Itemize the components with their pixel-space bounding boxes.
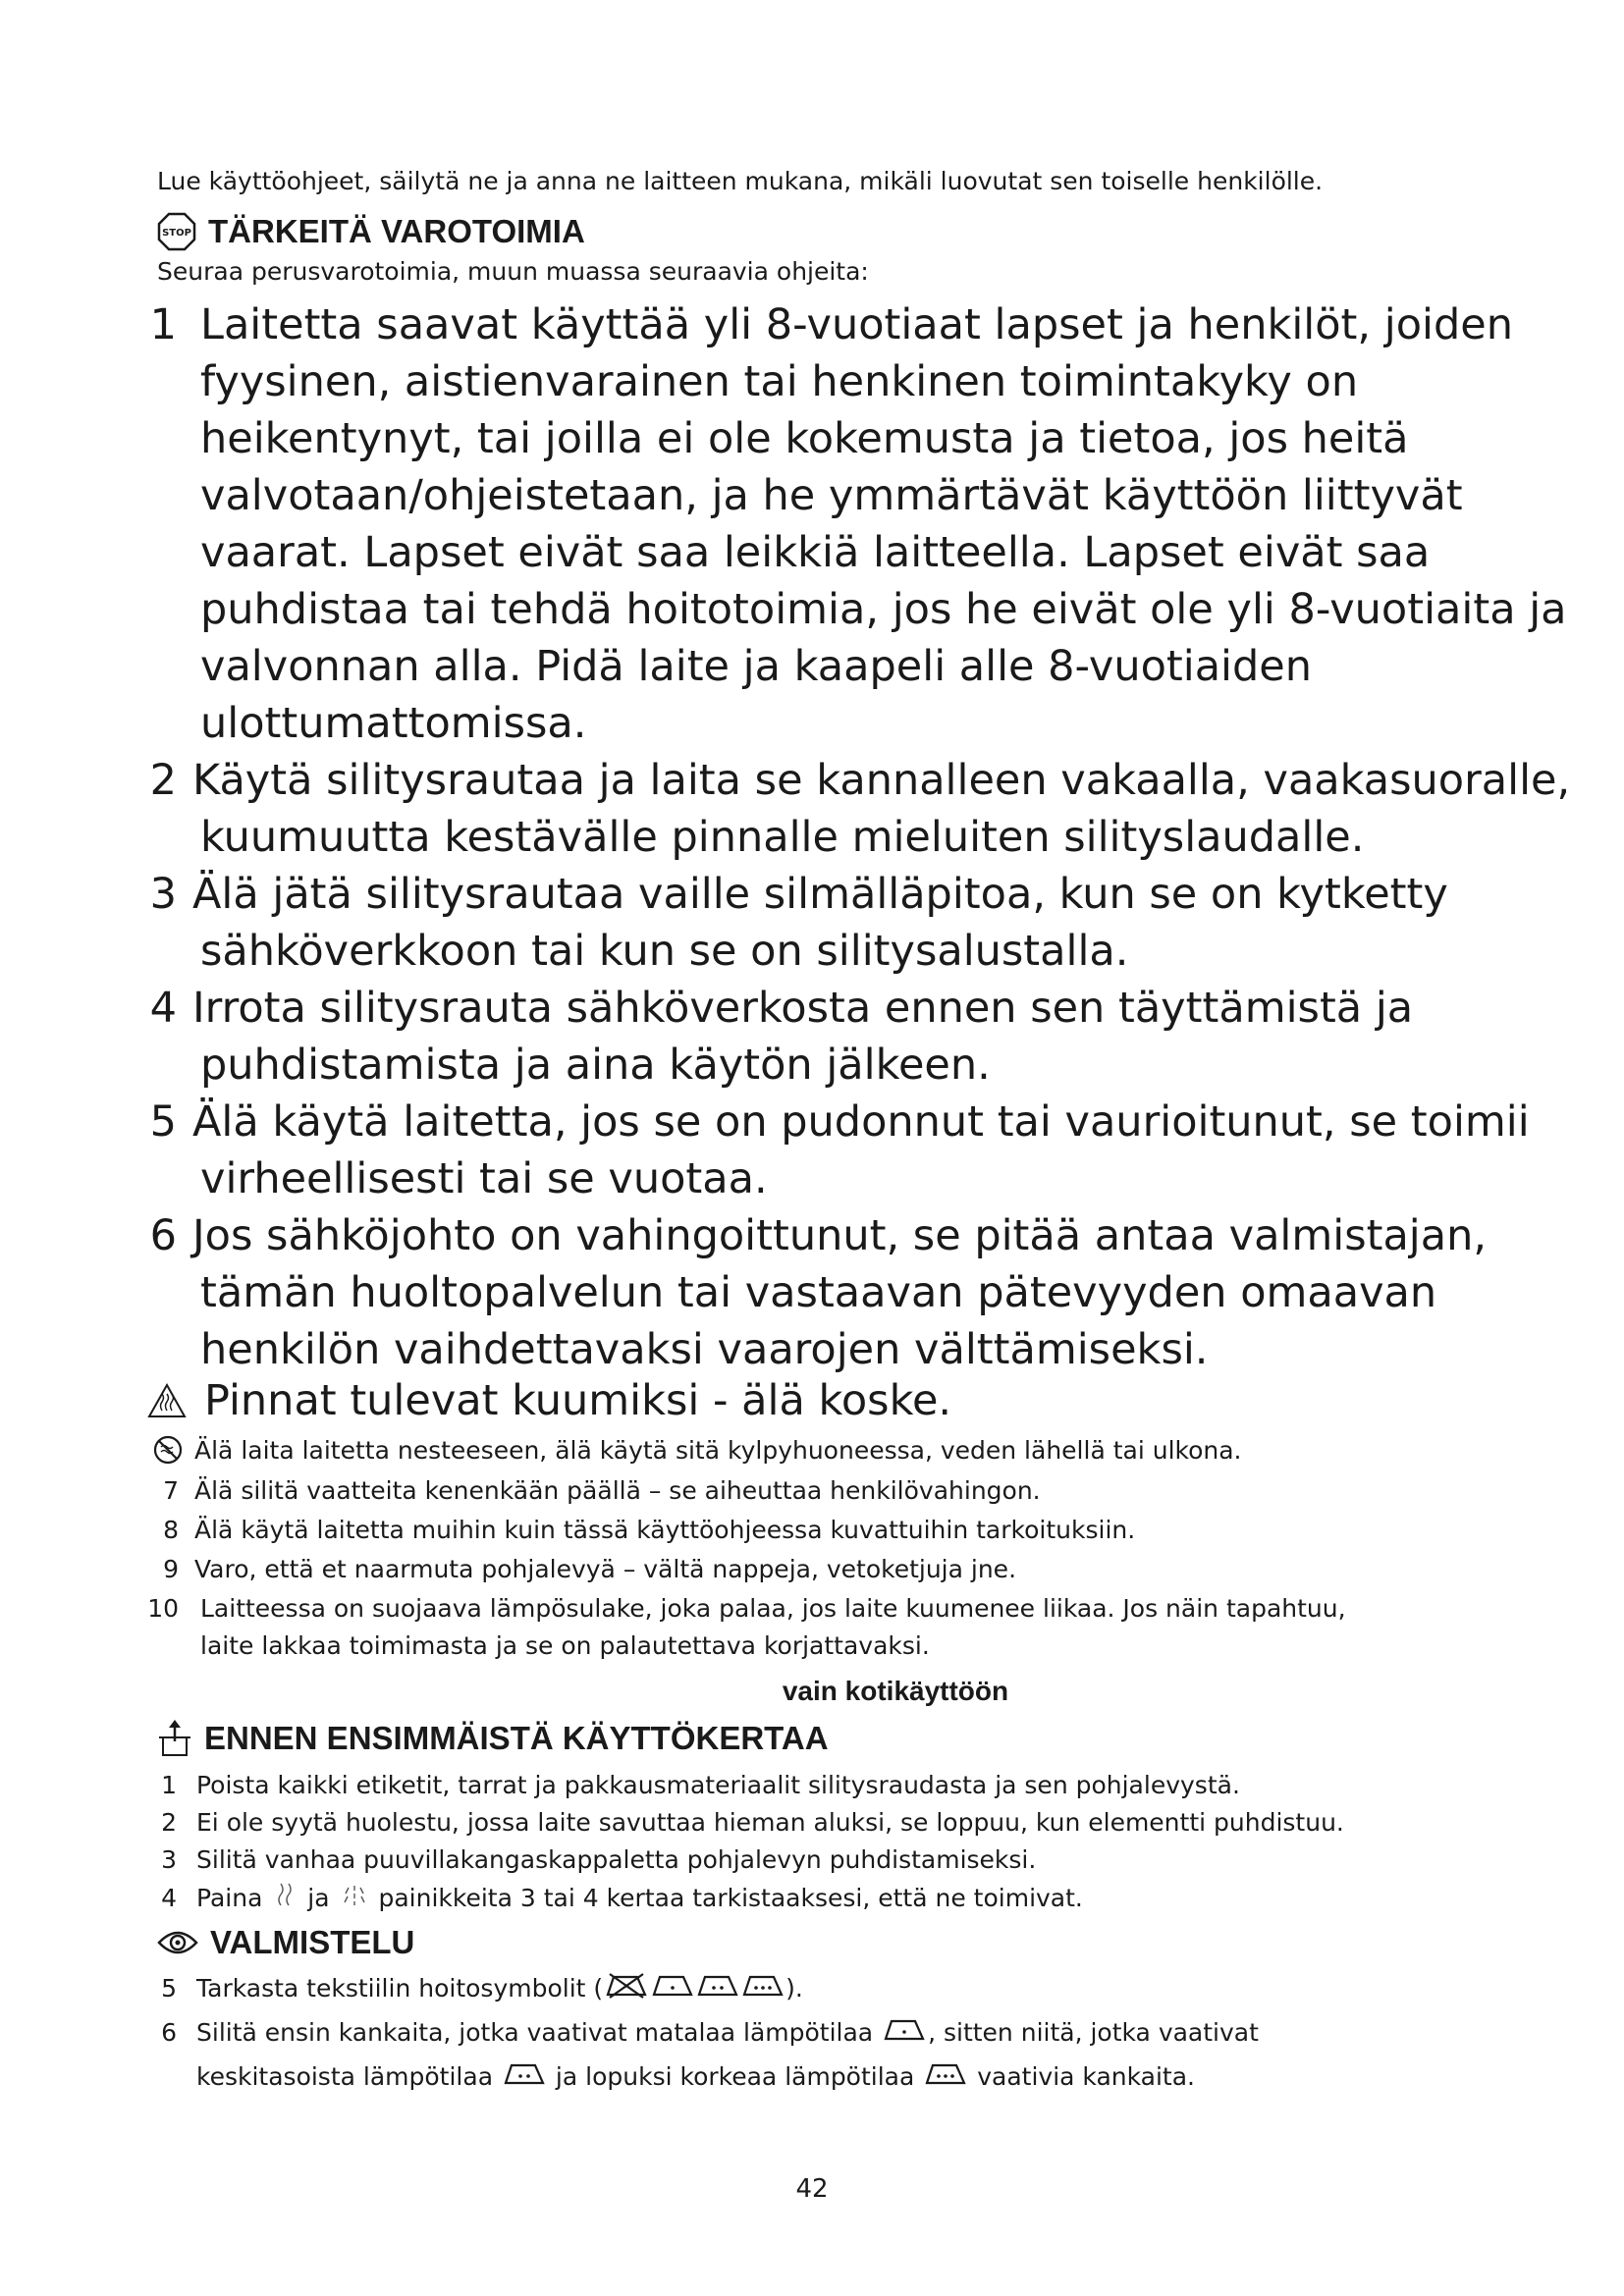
safety-heading bbox=[157, 212, 585, 251]
hot-surface-icon bbox=[147, 1383, 187, 1418]
item-number: 3 bbox=[149, 870, 177, 919]
item-number: 5 bbox=[161, 1974, 177, 2002]
do-not-iron-icon bbox=[604, 1971, 649, 2009]
safety-title: TÄRKEITÄ VAROTOIMIA bbox=[208, 213, 585, 249]
item-text: Ei ole syytä huolestu, jossa laite savuttaa hieman aluksi, se loppuu, kun elementti puhdistuu. bbox=[196, 1808, 1344, 1837]
water-warning bbox=[153, 1435, 1242, 1465]
water-warning-text: Älä laita laitetta nesteeseen, älä käytä sitä kylpyhuoneessa, veden lähellä tai ulkona. bbox=[194, 1435, 1242, 1465]
item6-line2-a: keskitasoista lämpötilaa bbox=[196, 2062, 494, 2091]
item-text-line: puhdistaa tai tehdä hoitotoimia, jos he eivät ole yli 8-vuotiaita ja bbox=[200, 585, 1567, 634]
preparation-heading bbox=[157, 1924, 414, 1961]
item4-text-b: ja bbox=[307, 1884, 330, 1912]
item-text-line: Älä silitä vaatteita kenenkään päällä – se aiheuttaa henkilövahingon. bbox=[194, 1476, 1041, 1505]
item6-line1-b: , sitten niitä, jotka vaativat bbox=[928, 2018, 1259, 2047]
item-number: 6 bbox=[161, 2018, 177, 2047]
no-water-icon bbox=[153, 1435, 183, 1465]
item-text-line: valvonnan alla. Pidä laite ja kaapeli alle 8-vuotiaiden bbox=[200, 642, 1313, 691]
item-text-line: Käytä silitysrautaa ja laita se kannalleen vakaalla, vaakasuoralle, bbox=[192, 756, 1571, 805]
iron-high-icon bbox=[924, 2059, 967, 2098]
item-text-line: Irrota silitysrauta sähköverkosta ennen sen täyttämistä ja bbox=[192, 984, 1414, 1033]
item-text-line: fyysinen, aistienvarainen tai henkinen toimintakyky on bbox=[200, 357, 1359, 406]
item-text-line: Jos sähköjohto on vahingoittunut, se pitää antaa valmistajan, bbox=[192, 1211, 1488, 1260]
item6-line1-a: Silitä ensin kankaita, jotka vaativat matalaa lämpötilaa bbox=[196, 2018, 874, 2047]
item5-text-b: ). bbox=[785, 1974, 803, 2002]
household-only: vain kotikäyttöön bbox=[782, 1676, 1009, 1706]
item-text: Poista kaikki etiketit, tarrat ja pakkausmateriaalit silitysraudasta ja sen pohjalevystä. bbox=[196, 1771, 1240, 1799]
item-number: 5 bbox=[149, 1097, 177, 1147]
item-text-line: puhdistamista ja aina käytön jälkeen. bbox=[200, 1041, 991, 1090]
item-text-line: Laitteessa on suojaava lämpösulake, joka palaa, jos laite kuumenee liikaa. Jos näin tapahtuu, bbox=[200, 1594, 1346, 1623]
item4-text-a: Paina bbox=[196, 1884, 263, 1912]
item-number: 4 bbox=[149, 984, 177, 1033]
safety-lead: Seuraa perusvarotoimia, muun muassa seuraavia ohjeita: bbox=[157, 257, 869, 286]
item-number: 7 bbox=[163, 1476, 179, 1505]
item-text-line: Varo, että et naarmuta pohjalevyä – vältä nappeja, vetoketjuja jne. bbox=[194, 1555, 1017, 1583]
item-number: 9 bbox=[163, 1555, 179, 1583]
item-number: 10 bbox=[147, 1594, 179, 1623]
iron-low-icon bbox=[651, 1971, 694, 2009]
item-number: 1 bbox=[161, 1771, 177, 1799]
item-text-line: laite lakkaa toimimasta ja se on palautettava korjattavaksi. bbox=[200, 1631, 930, 1660]
stop-icon-text: STOP bbox=[162, 228, 191, 239]
item-text-line: Älä käytä laitetta muihin kuin tässä käyttöohjeessa kuvattuihin tarkoituksiin. bbox=[194, 1516, 1136, 1544]
item-text-line: sähköverkkoon tai kun se on silitysalustalla. bbox=[200, 927, 1129, 976]
iron-medium-icon bbox=[696, 1971, 739, 2009]
item5-text-a: Tarkasta tekstiilin hoitosymbolit ( bbox=[196, 1974, 604, 2002]
item-number: 2 bbox=[161, 1808, 177, 1837]
item-number: 8 bbox=[163, 1516, 179, 1544]
item6-line2-c: vaativia kankaita. bbox=[977, 2062, 1195, 2091]
item-text-line: Älä käytä laitetta, jos se on pudonnut tai vaurioitunut, se toimii bbox=[192, 1097, 1530, 1147]
item-text-line: valvotaan/ohjeistetaan, ja he ymmärtävät käyttöön liittyvät bbox=[200, 471, 1463, 520]
item-text: Silitä vanhaa puuvillakangaskappaletta pohjalevyn puhdistamiseksi. bbox=[196, 1845, 1037, 1874]
iron-high-icon bbox=[741, 1971, 785, 2009]
first-use-title: ENNEN ENSIMMÄISTÄ KÄYTTÖKERTAA bbox=[204, 1720, 829, 1756]
item-number: 4 bbox=[161, 1884, 177, 1912]
intro-text: Lue käyttöohjeet, säilytä ne ja anna ne laitteen mukana, mikäli luovutat sen toiselle henkilölle. bbox=[157, 167, 1324, 195]
spray-icon bbox=[342, 1881, 367, 1918]
item-text-line: heikentynyt, tai joilla ei ole kokemusta ja tietoa, jos heitä bbox=[200, 414, 1409, 463]
item-number: 3 bbox=[161, 1845, 177, 1874]
item-text-line: kuumuutta kestävälle pinnalle mieluiten silityslaudalle. bbox=[200, 813, 1365, 862]
item-text-line: tämän huoltopalvelun tai vastaavan pätevyyden omaavan bbox=[200, 1268, 1437, 1317]
hot-warning-text: Pinnat tulevat kuumiksi - älä koske. bbox=[204, 1376, 952, 1425]
item-number: 2 bbox=[149, 756, 177, 805]
preparation-title: VALMISTELU bbox=[210, 1924, 415, 1960]
unpack-box-icon bbox=[157, 1720, 192, 1757]
iron-low-icon bbox=[883, 2015, 926, 2054]
item4-text-c: painikkeita 3 tai 4 kertaa tarkistaaksesi, että ne toimivat. bbox=[378, 1884, 1083, 1912]
item-number: 1 bbox=[149, 300, 177, 349]
eye-icon bbox=[157, 1929, 198, 1956]
iron-medium-icon bbox=[503, 2059, 546, 2098]
page-number: 42 bbox=[795, 2174, 829, 2204]
steam-icon bbox=[274, 1881, 296, 1918]
item-text-line: virheellisesti tai se vuotaa. bbox=[200, 1154, 768, 1203]
hot-warning bbox=[147, 1376, 951, 1425]
item-text-line: vaarat. Lapset eivät saa leikkiä laitteella. Lapset eivät saa bbox=[200, 528, 1431, 577]
stop-icon bbox=[157, 212, 196, 251]
item6-line2-b: ja lopuksi korkeaa lämpötilaa bbox=[555, 2062, 915, 2091]
item-text-line: Älä jätä silitysrautaa vaille silmälläpitoa, kun se on kytketty bbox=[192, 870, 1448, 919]
item-text-line: henkilön vaihdettavaksi vaarojen välttämiseksi. bbox=[200, 1325, 1209, 1374]
item-number: 6 bbox=[149, 1211, 177, 1260]
item-text-line: Laitetta saavat käyttää yli 8-vuotiaat lapset ja henkilöt, joiden bbox=[200, 300, 1513, 349]
first-use-heading bbox=[157, 1720, 829, 1757]
item-text-line: ulottumattomissa. bbox=[200, 699, 587, 748]
